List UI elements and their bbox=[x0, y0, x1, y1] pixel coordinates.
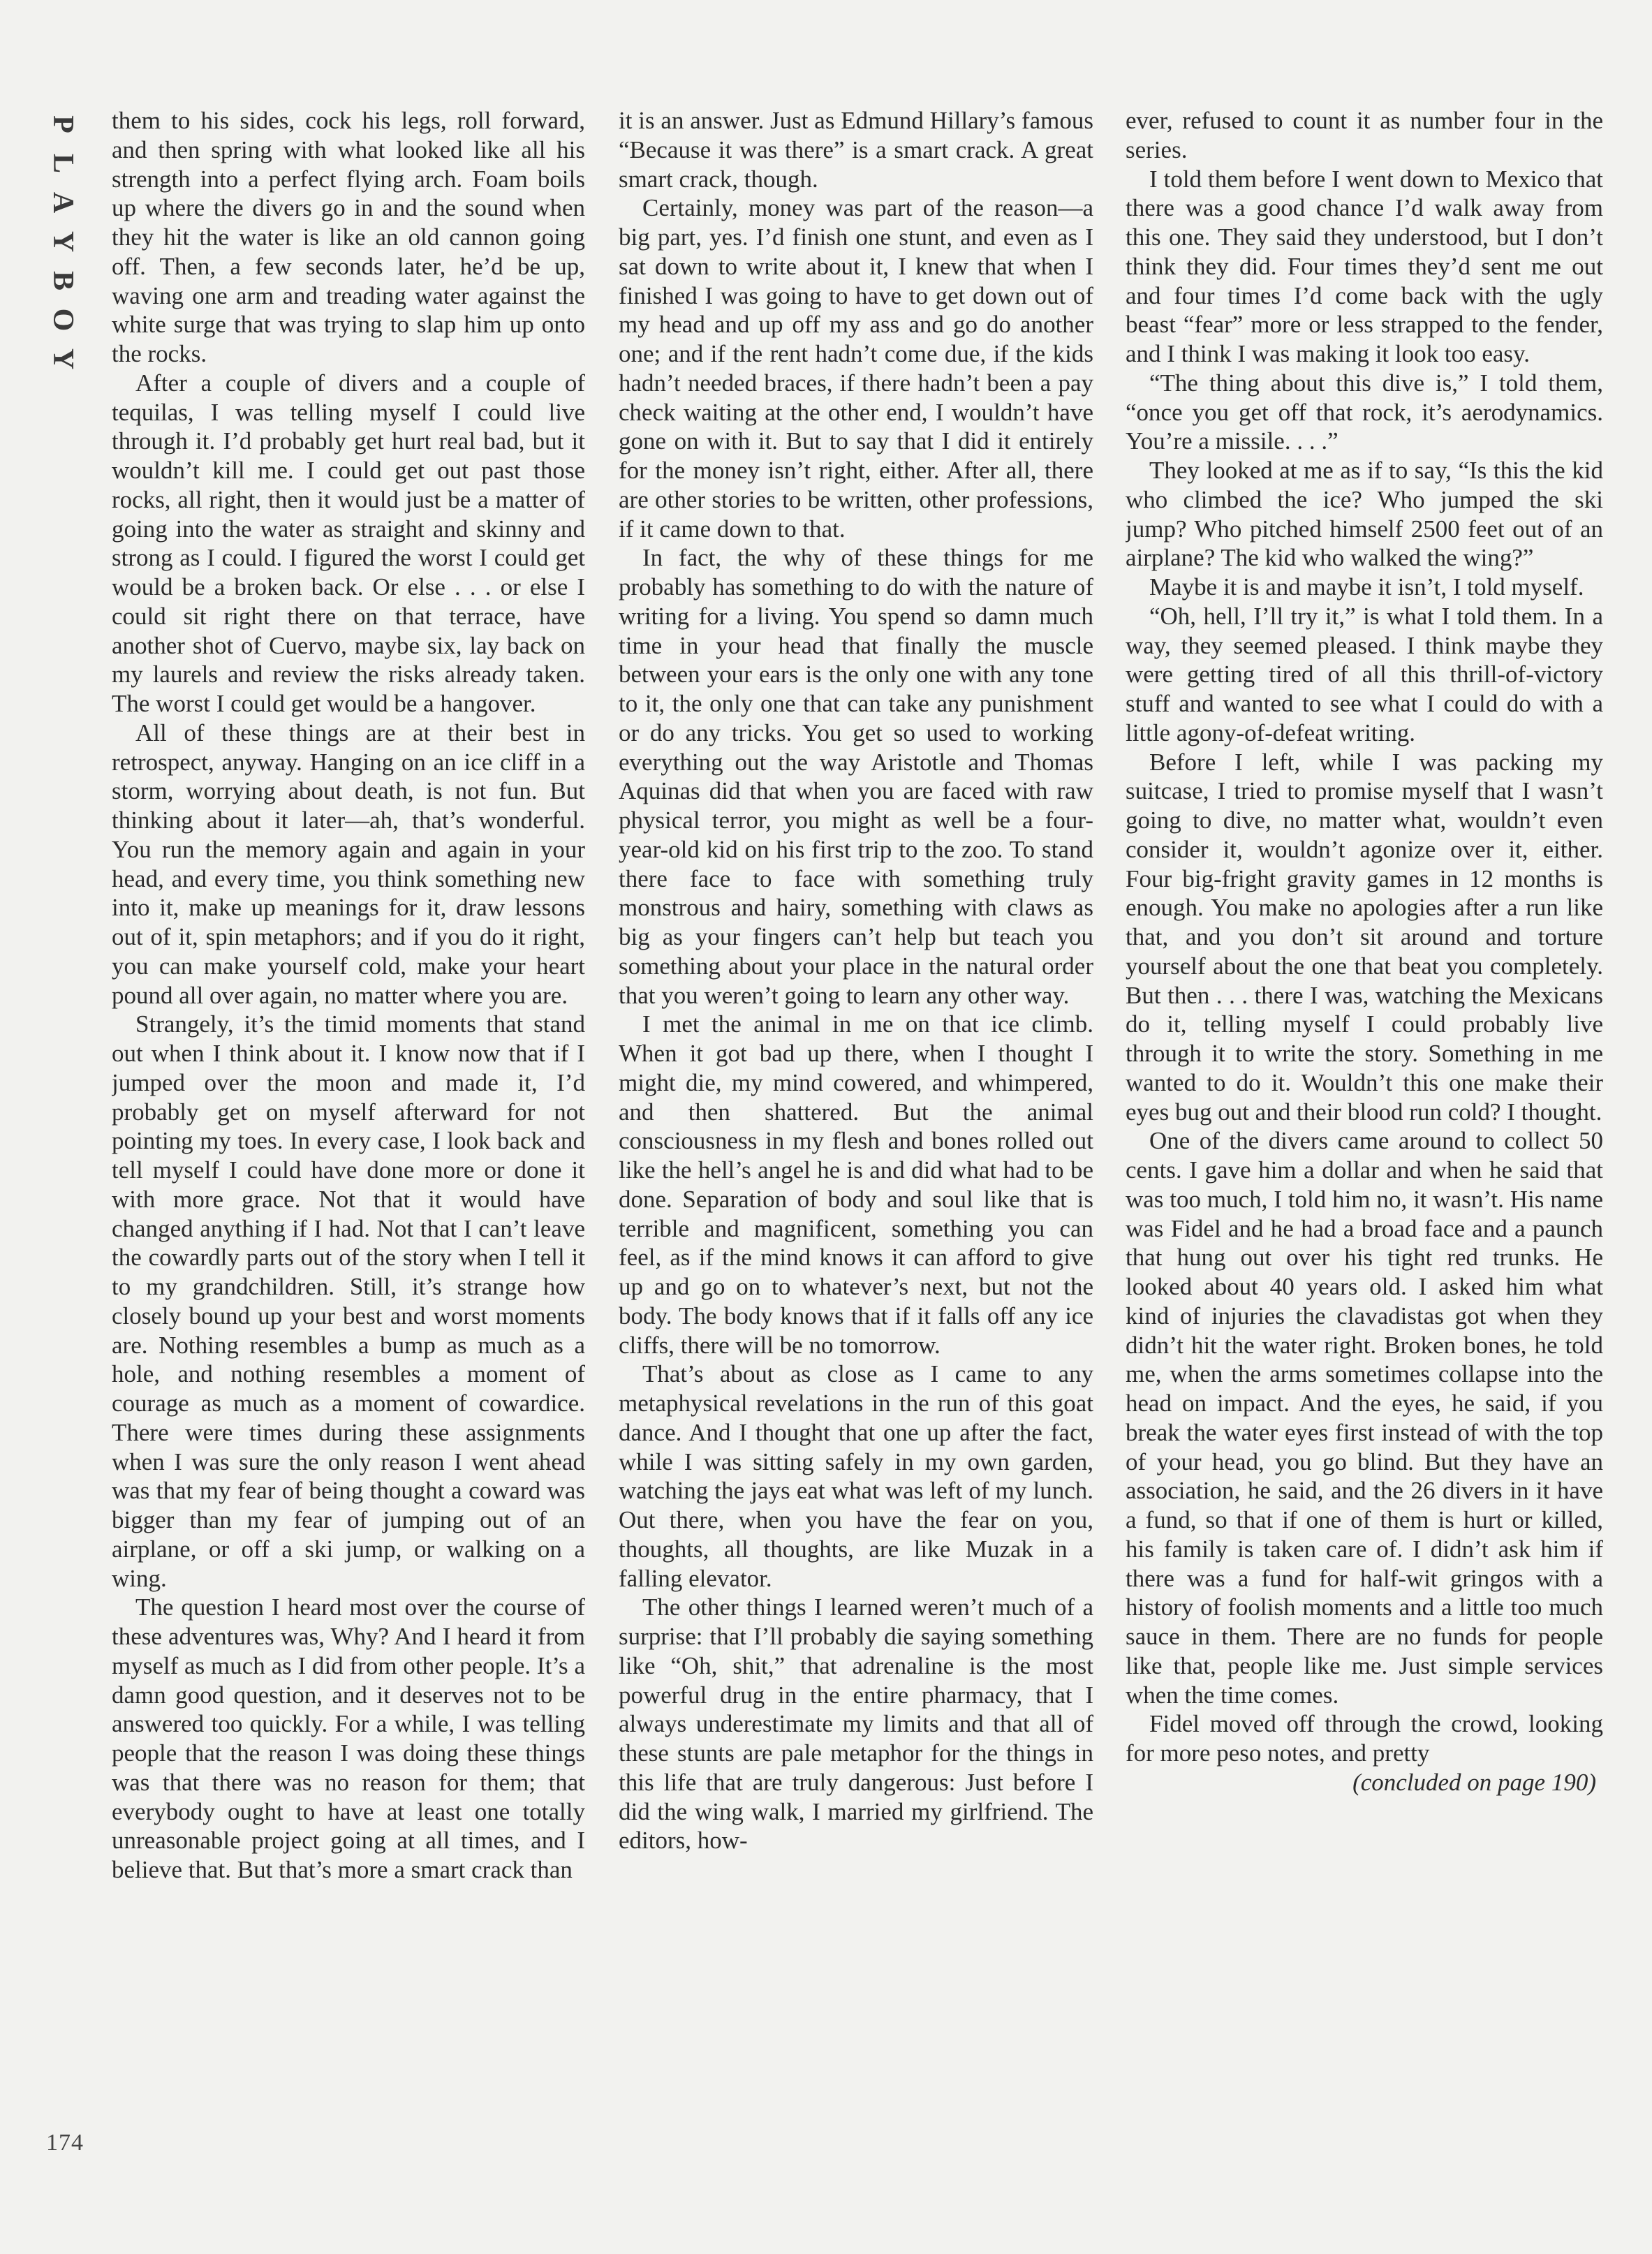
article-column-3 bbox=[1126, 106, 1603, 2166]
article-column-1 bbox=[112, 106, 585, 2166]
masthead-letter: A bbox=[47, 191, 79, 214]
paragraph: One of the divers came around to collect 50 cents. I gave him a dollar and when he said that was too much, I told him no, it wasn’t. His name was Fidel and he had a broad face and a paunch that hung out over his tight red trunks. He looked about 40 years old. I asked him what kind of injuries the clavadistas got when they didn’t hit the water right. Broken bones, he told me, when the arms sometimes collapse into the head on impact. And the eyes, he said, if you break the water eyes first instead of with the top of your head, you go blind. But they have an association, he said, and the 26 divers in it have a fund, so that if one of them is hurt or killed, his family is taken care of. I didn’t ask him if there was a fund for half-wit gringos with a history of foolish moments and a little too much sauce in them. There are no funds for people like that, people like me. Just simple services when the time comes. bbox=[1126, 1127, 1603, 1709]
paragraph: ever, refused to count it as number four in the series. bbox=[1126, 107, 1603, 163]
masthead-letter: L bbox=[47, 153, 79, 173]
paragraph: it is an answer. Just as Edmund Hillary’s famous “Because it was there” is a smart crack. A great smart crack, though. bbox=[619, 107, 1093, 193]
paragraph: All of these things are at their best in retrospect, anyway. Hanging on an ice cliff in a storm, worrying about death, is not fun. But thinking about it later—ah, that’s wonderful. You run the memory again and again in your head, and every time, you think something new into it, make up meanings for it, draw lessons out of it, spin metaphors; and if you do it right, you can make yourself cold, make your heart pound all over again, no matter where you are. bbox=[112, 719, 585, 1009]
masthead-letter: B bbox=[47, 270, 79, 290]
paragraph: I met the animal in me on that ice climb. When it got bad up there, when I thought I might die, my mind cowered, and whimpered, and then shattered. But the animal consciousness in my flesh and bones rolled out like the hell’s angel he is and did what had to be done. Separation of body and soul like that is terrible and magnificent, something you can feel, as if the mind knows it can afford to give up and go on to whatever’s next, but not the body. The body knows that if it falls off any ice cliffs, there will be no tomorrow. bbox=[619, 1010, 1093, 1359]
masthead-letter: Y bbox=[47, 230, 79, 253]
paragraph: In fact, the why of these things for me probably has something to do with the nature of writing for a living. You spend so damn much time in your head that finally the muscle between your ears is the only one with any tone to it, the only one that can take any punishment or do any tricks. You get so used to working everything out the way Aristotle and Thomas Aquinas did that when you are faced with raw physical terror, you might as well be a four-year-old kid on his first trip to the zoo. To stand there face to face with something truly monstrous and hairy, something with claws as big as your fingers can’t help but teach you something about your place in the natural order that you weren’t going to learn any other way. bbox=[619, 544, 1093, 1009]
paragraph: “The thing about this dive is,” I told them, “once you get off that rock, it’s aerodynamics. You’re a missile. . . .” bbox=[1126, 369, 1603, 455]
paragraph: Maybe it is and maybe it isn’t, I told myself. bbox=[1149, 573, 1584, 601]
article-column-2 bbox=[619, 106, 1093, 2166]
paragraph: That’s about as close as I came to any metaphysical revelations in the run of this goat dance. And I thought that one up after the fact, while I was sitting safely in my own garden, watching the jays eat what was left of my lunch. Out there, when you have the fear on you, thoughts, all thoughts, are like Muzak in a falling elevator. bbox=[619, 1360, 1093, 1592]
paragraph: Before I left, while I was packing my suitcase, I tried to promise myself that I wasn’t going to dive, no matter what, wouldn’t even consider it, wouldn’t agonize over it, either. Four big-fright gravity games in 12 months is enough. You make no apologies after a run like that, and you don’t sit around and torture yourself about the one that beat you completely. But then . . . there I was, watching the Mexicans do it, telling myself I could probably live through it to write the story. Something in me wanted to do it. Wouldn’t this one make their eyes bug out and their blood run cold? I thought. bbox=[1126, 748, 1603, 1126]
page-number: 174 bbox=[46, 2130, 84, 2156]
masthead-letter: O bbox=[47, 308, 79, 332]
paragraph: Strangely, it’s the timid moments that stand out when I think about it. I know now that if I jumped over the moon and made it, I’d probably get on myself afterward for not pointing my toes. In every case, I look back and tell myself I could have done more or done it with more grace. Not that it would have changed anything if I had. Not that I can’t leave the cowardly parts out of the story when I tell it to my grandchildren. Still, it’s strange how closely bound up your best and worst moments are. Nothing resembles a bump as much as a hole, and nothing resembles a moment of courage as much as a moment of cowardice. There were times during these assignments when I was sure the only reason I went ahead was that my fear of being thought a coward was bigger than my fear of jumping out of an airplane, or off a ski jump, or walking on a wing. bbox=[112, 1010, 585, 1592]
masthead-letter: Y bbox=[47, 348, 79, 370]
masthead-letter: P bbox=[47, 115, 79, 133]
masthead-logo bbox=[40, 105, 79, 398]
paragraph: them to his sides, cock his legs, roll forward, and then spring with what looked like all his strength into a perfect flying arch. Foam boils up where the divers go in and the sound when they hit the water is like an old cannon going off. Then, a few seconds later, he’d be up, waving one arm and treading water against the white surge that was trying to slap him up onto the rocks. bbox=[112, 107, 585, 367]
continued-line: (concluded on page 190) bbox=[1352, 1768, 1596, 1796]
paragraph: Certainly, money was part of the reason—a big part, yes. I’d finish one stunt, and even as I sat down to write about it, I knew that when I finished I was going to have to get down out of my head and up off my ass and go do another one; and if the rent hadn’t come due, if the kids hadn’t needed braces, if there hadn’t been a pay check waiting at the other end, I wouldn’t have gone on with it. But to say that I did it entirely for the money isn’t right, either. After all, there are other stories to be written, other professions, if it came down to that. bbox=[619, 194, 1093, 543]
paragraph: The other things I learned weren’t much of a surprise: that I’ll probably die saying something like “Oh, shit,” that adrenaline is the most powerful drug in the entire pharmacy, that I always underestimate my limits and that all of these stunts are pale metaphor for the things in this life that are truly dangerous: Just before I did the wing walk, I married my girlfriend. The editors, how- bbox=[619, 1593, 1093, 1855]
paragraph: I told them before I went down to Mexico that there was a good chance I’d walk away from this one. They said they understood, but I don’t think they did. Four times they’d sent me out and four times I’d come back with the ugly beast “fear” more or less strapped to the fender, and I think I was making it look too easy. bbox=[1126, 165, 1603, 367]
paragraph: They looked at me as if to say, “Is this the kid who climbed the ice? Who jumped the ski jump? Who pitched himself 2500 feet out of an airplane? The kid who walked the wing?” bbox=[1126, 457, 1603, 572]
paragraph: The question I heard most over the course of these adventures was, Why? And I heard it from myself as much as I did from other people. It’s a damn good question, and it deserves not to be answered too quickly. For a while, I was telling people that the reason I was doing these things was that there was no reason for them; that everybody ought to have at least one totally unreasonable project going at all times, and I believe that. But that’s more a smart crack than bbox=[112, 1593, 585, 1883]
paragraph: Fidel moved off through the crowd, looking for more peso notes, and pretty bbox=[1126, 1710, 1603, 1767]
paragraph: After a couple of divers and a couple of tequilas, I was telling myself I could live through it. I’d probably get hurt real bad, but it wouldn’t kill me. I could get out past those rocks, all right, then it would just be a matter of going into the water as straight and skinny and strong as I could. I figured the worst I could get would be a broken back. Or else . . . or else I could sit right there on that terrace, have another shot of Cuervo, maybe six, lay back on my laurels and review the risks already taken. The worst I could get would be a hangover. bbox=[112, 369, 585, 717]
paragraph: “Oh, hell, I’ll try it,” is what I told them. In a way, they seemed pleased. I think maybe they were getting tired of all this thrill-of-victory stuff and wanted to see what I could do with a little agony-of-defeat writing. bbox=[1126, 602, 1603, 746]
